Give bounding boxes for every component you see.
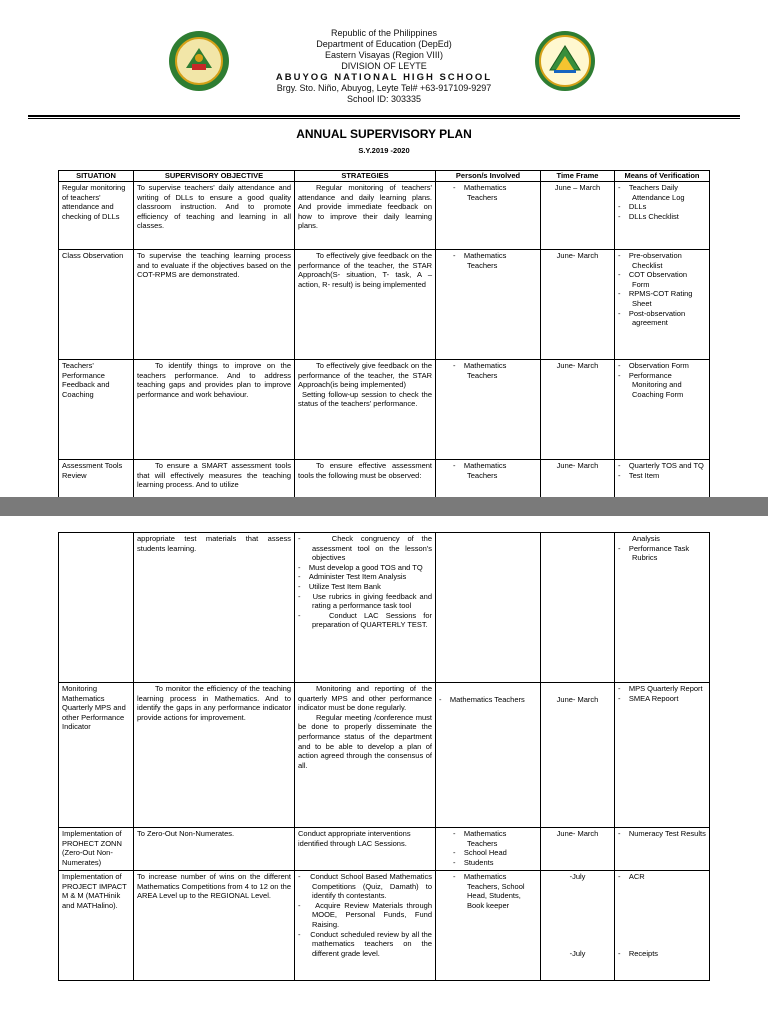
strategies-cell xyxy=(295,533,436,683)
means-cell xyxy=(615,250,710,360)
objective-cell: To Zero-Out Non-Numerates. xyxy=(134,828,295,871)
means-item: Analysis xyxy=(632,534,660,543)
time-frame-cell: June- March xyxy=(541,460,615,498)
strategy-item: - Must develop a good TOS and TQ xyxy=(298,563,432,573)
objective-cell: To identify things to improve on the teachers performance. And to address teaching gaps and provides plan to improve performance and work behaviour. xyxy=(134,360,295,460)
person-item: - Mathematics Teachers xyxy=(439,461,537,480)
col-time-frame: Time Frame xyxy=(541,171,615,182)
persons-cell xyxy=(436,250,541,360)
person-item: - Mathematics Teachers, School Head, Students, Book keeper xyxy=(439,872,537,910)
time-frame-cell: June- March xyxy=(541,360,615,460)
situation-cell: Implementation of PROHECT ZONN (Zero-Out Non-Numerates) xyxy=(59,828,134,871)
strategies-cell: To ensure effective assessment tools the following must be observed: xyxy=(295,460,436,498)
means-item: - Test Item xyxy=(618,471,706,481)
situation-cell: Teachers' Performance Feedback and Coaching xyxy=(59,360,134,460)
situation-cell: Implementation of PROJECT IMPACT M & M (MATHinik and MATHalino). xyxy=(59,871,134,981)
strategies-cell xyxy=(295,360,436,460)
page-2 xyxy=(0,516,768,1024)
means-cell xyxy=(615,182,710,250)
table-row xyxy=(59,182,710,250)
time-frame-cell: June- March xyxy=(541,828,615,871)
strategy-item: - Conduct LAC Sessions for preparation of QUARTERLY TEST. xyxy=(298,611,432,630)
situation-cell: Assessment Tools Review xyxy=(59,460,134,498)
means-item: - COT Observation Form xyxy=(618,270,706,289)
means-item: - Numeracy Test Results xyxy=(618,829,706,839)
person-item: - School Head xyxy=(439,848,537,858)
table-header-row xyxy=(59,171,710,182)
person-item: - Mathematics Teachers xyxy=(439,695,537,705)
objective-cell: To ensure a SMART assessment tools that will effectively measures the teaching learning process. And to utilize xyxy=(134,460,295,498)
situation-cell: Regular monitoring of teachers' attendance and checking of DLLs xyxy=(59,182,134,250)
situation-cell: Class Observation xyxy=(59,250,134,360)
strategy-item: - Administer Test Item Analysis xyxy=(298,572,432,582)
col-means: Means of Verification xyxy=(615,171,710,182)
persons-cell xyxy=(436,683,541,828)
strategy-item: - Use rubrics in giving feedback and rating a performance task tool xyxy=(298,592,432,611)
persons-cell xyxy=(436,182,541,250)
time-frame-text: -July xyxy=(569,872,586,881)
means-item: - SMEA Repoort xyxy=(618,694,706,704)
persons-cell xyxy=(436,360,541,460)
person-item: - Students xyxy=(439,858,537,868)
table-row xyxy=(59,533,710,683)
col-situation: SITUATION xyxy=(59,171,134,182)
means-cell xyxy=(615,533,710,683)
strategies-cell: To effectively give feedback on the performance of the teacher, the STAR Approach(S- situation, T- task, A – action, R- result) is being implemented xyxy=(295,250,436,360)
header-address: Brgy. Sto. Niño, Abuyog, Leyte Tel# +63-917109-9297 xyxy=(276,83,492,93)
page-title: ANNUAL SUPERVISORY PLAN xyxy=(296,127,472,141)
means-cell xyxy=(615,460,710,498)
strategy-text: To effectively give feedback on the performance of the teacher, the STAR Approach(is being implemented) xyxy=(298,361,432,390)
strategy-item: - Conduct scheduled review by all the mathematics teachers on the different grade level. xyxy=(298,930,432,959)
means-item: - Pre-observation Checklist xyxy=(618,251,706,270)
school-year: S.Y.2019 -2020 xyxy=(358,146,410,155)
strategies-cell xyxy=(295,683,436,828)
situation-cell xyxy=(59,533,134,683)
strategy-text: Regular meeting /conference must be done to properly disseminate the performance status of the department and to be able to develop a plan of action agreed through the consensus of all. xyxy=(298,712,432,770)
strategies-cell: Regular monitoring of teachers' attendance and daily learning plans. And provide immediate feedback on how to improve their daily learning plans. xyxy=(295,182,436,250)
page-1 xyxy=(0,0,768,497)
col-strategies: STRATEGIES xyxy=(295,171,436,182)
means-cell xyxy=(615,871,710,981)
means-item: - ACR xyxy=(618,872,706,882)
time-frame-cell: June – March xyxy=(541,182,615,250)
header-division: DIVISION OF LEYTE xyxy=(341,61,427,71)
time-frame-cell: June- March xyxy=(541,250,615,360)
strategies-cell xyxy=(295,871,436,981)
means-item: - MPS Quarterly Report xyxy=(618,684,706,694)
means-cell xyxy=(615,360,710,460)
strategy-text: Setting follow-up session to check the status of the teachers' performance. xyxy=(298,389,432,409)
header-rule-thin xyxy=(28,118,740,119)
header-region: Eastern Visayas (Region VIII) xyxy=(325,50,443,60)
objective-cell: To supervise the teaching learning process and to evaluate if the objectives based on the COT-RPMS are demonstrated. xyxy=(134,250,295,360)
strategy-item: - Check congruency of the assessment tool on the lesson's objectives xyxy=(298,534,432,563)
means-item: - Performance Monitoring and Coaching Form xyxy=(618,371,706,400)
letterhead xyxy=(0,28,768,105)
header-school-name: ABUYOG NATIONAL HIGH SCHOOL xyxy=(275,72,493,83)
means-item: - DLLs Checklist xyxy=(618,212,706,222)
persons-cell xyxy=(436,828,541,871)
time-frame-cell xyxy=(541,871,615,981)
person-item: - Mathematics Teachers xyxy=(439,829,537,848)
means-item: - DLLs xyxy=(618,202,706,212)
header-school-id: School ID: 303335 xyxy=(346,94,422,104)
objective-cell: appropriate test materials that assess students learning. xyxy=(134,533,295,683)
objective-cell: To monitor the efficiency of the teaching learning process in Mathematics. And to identify the gaps in any performance indicator provide actions for improvement. xyxy=(134,683,295,828)
strategy-item: - Utilize Test Item Bank xyxy=(298,582,432,592)
header-rule-thick xyxy=(28,115,740,117)
persons-cell xyxy=(436,460,541,498)
supervisory-plan-table-continued xyxy=(58,532,710,981)
table-row xyxy=(59,871,710,981)
persons-cell xyxy=(436,533,541,683)
col-persons: Person/s Involved xyxy=(436,171,541,182)
means-item: - Teachers Daily Attendance Log xyxy=(618,183,706,202)
table-row xyxy=(59,250,710,360)
means-cell xyxy=(615,828,710,871)
means-item: - Post-observation agreement xyxy=(618,309,706,328)
means-item: - RPMS-COT Rating Sheet xyxy=(618,289,706,308)
means-item: - Observation Form xyxy=(618,361,706,371)
table-row xyxy=(59,828,710,871)
means-item: - Receipts xyxy=(618,949,706,959)
strategy-text: Monitoring and reporting of the quarterly MPS and other performance indicator must be done regularly. xyxy=(298,684,432,713)
objective-cell: To supervise teachers' daily attendance and writing of DLLs to ensure a good quality classroom instruction. And to promote efficiency of teaching and learning in all classes. xyxy=(134,182,295,250)
person-item: - Mathematics Teachers xyxy=(439,361,537,380)
table-row xyxy=(59,460,710,498)
time-frame-cell: June- March xyxy=(541,683,615,828)
table-row xyxy=(59,360,710,460)
strategy-item: - Acquire Review Materials through MOOE, Personal Funds, Fund Raising. xyxy=(298,901,432,930)
persons-cell xyxy=(436,871,541,981)
means-item: - Quarterly TOS and TQ xyxy=(618,461,706,471)
supervisory-plan-table xyxy=(58,170,710,497)
col-objective: SUPERVISORY OBJECTIVE xyxy=(134,171,295,182)
header-department: Department of Education (DepEd) xyxy=(316,39,452,49)
strategies-cell: Conduct appropriate interventions identified through LAC Sessions. xyxy=(295,828,436,871)
situation-cell: Monitoring Mathematics Quarterly MPS and other Performance Indicator xyxy=(59,683,134,828)
strategy-item: - Conduct School Based Mathematics Competitions (Quiz, Damath) to identify th contestants. xyxy=(298,872,432,901)
means-item: - Performance Task Rubrics xyxy=(618,544,706,563)
time-frame-text: -July xyxy=(569,948,586,958)
person-item: - Mathematics Teachers xyxy=(439,251,537,270)
means-cell xyxy=(615,683,710,828)
objective-cell: To increase number of wins on the different Mathematics Competitions from 4 to 12 on the AREA Level up to the REGIONAL Level. xyxy=(134,871,295,981)
person-item: - Mathematics Teachers xyxy=(439,183,537,202)
header-republic: Republic of the Philippines xyxy=(330,28,438,38)
time-frame-cell xyxy=(541,533,615,683)
table-row xyxy=(59,683,710,828)
